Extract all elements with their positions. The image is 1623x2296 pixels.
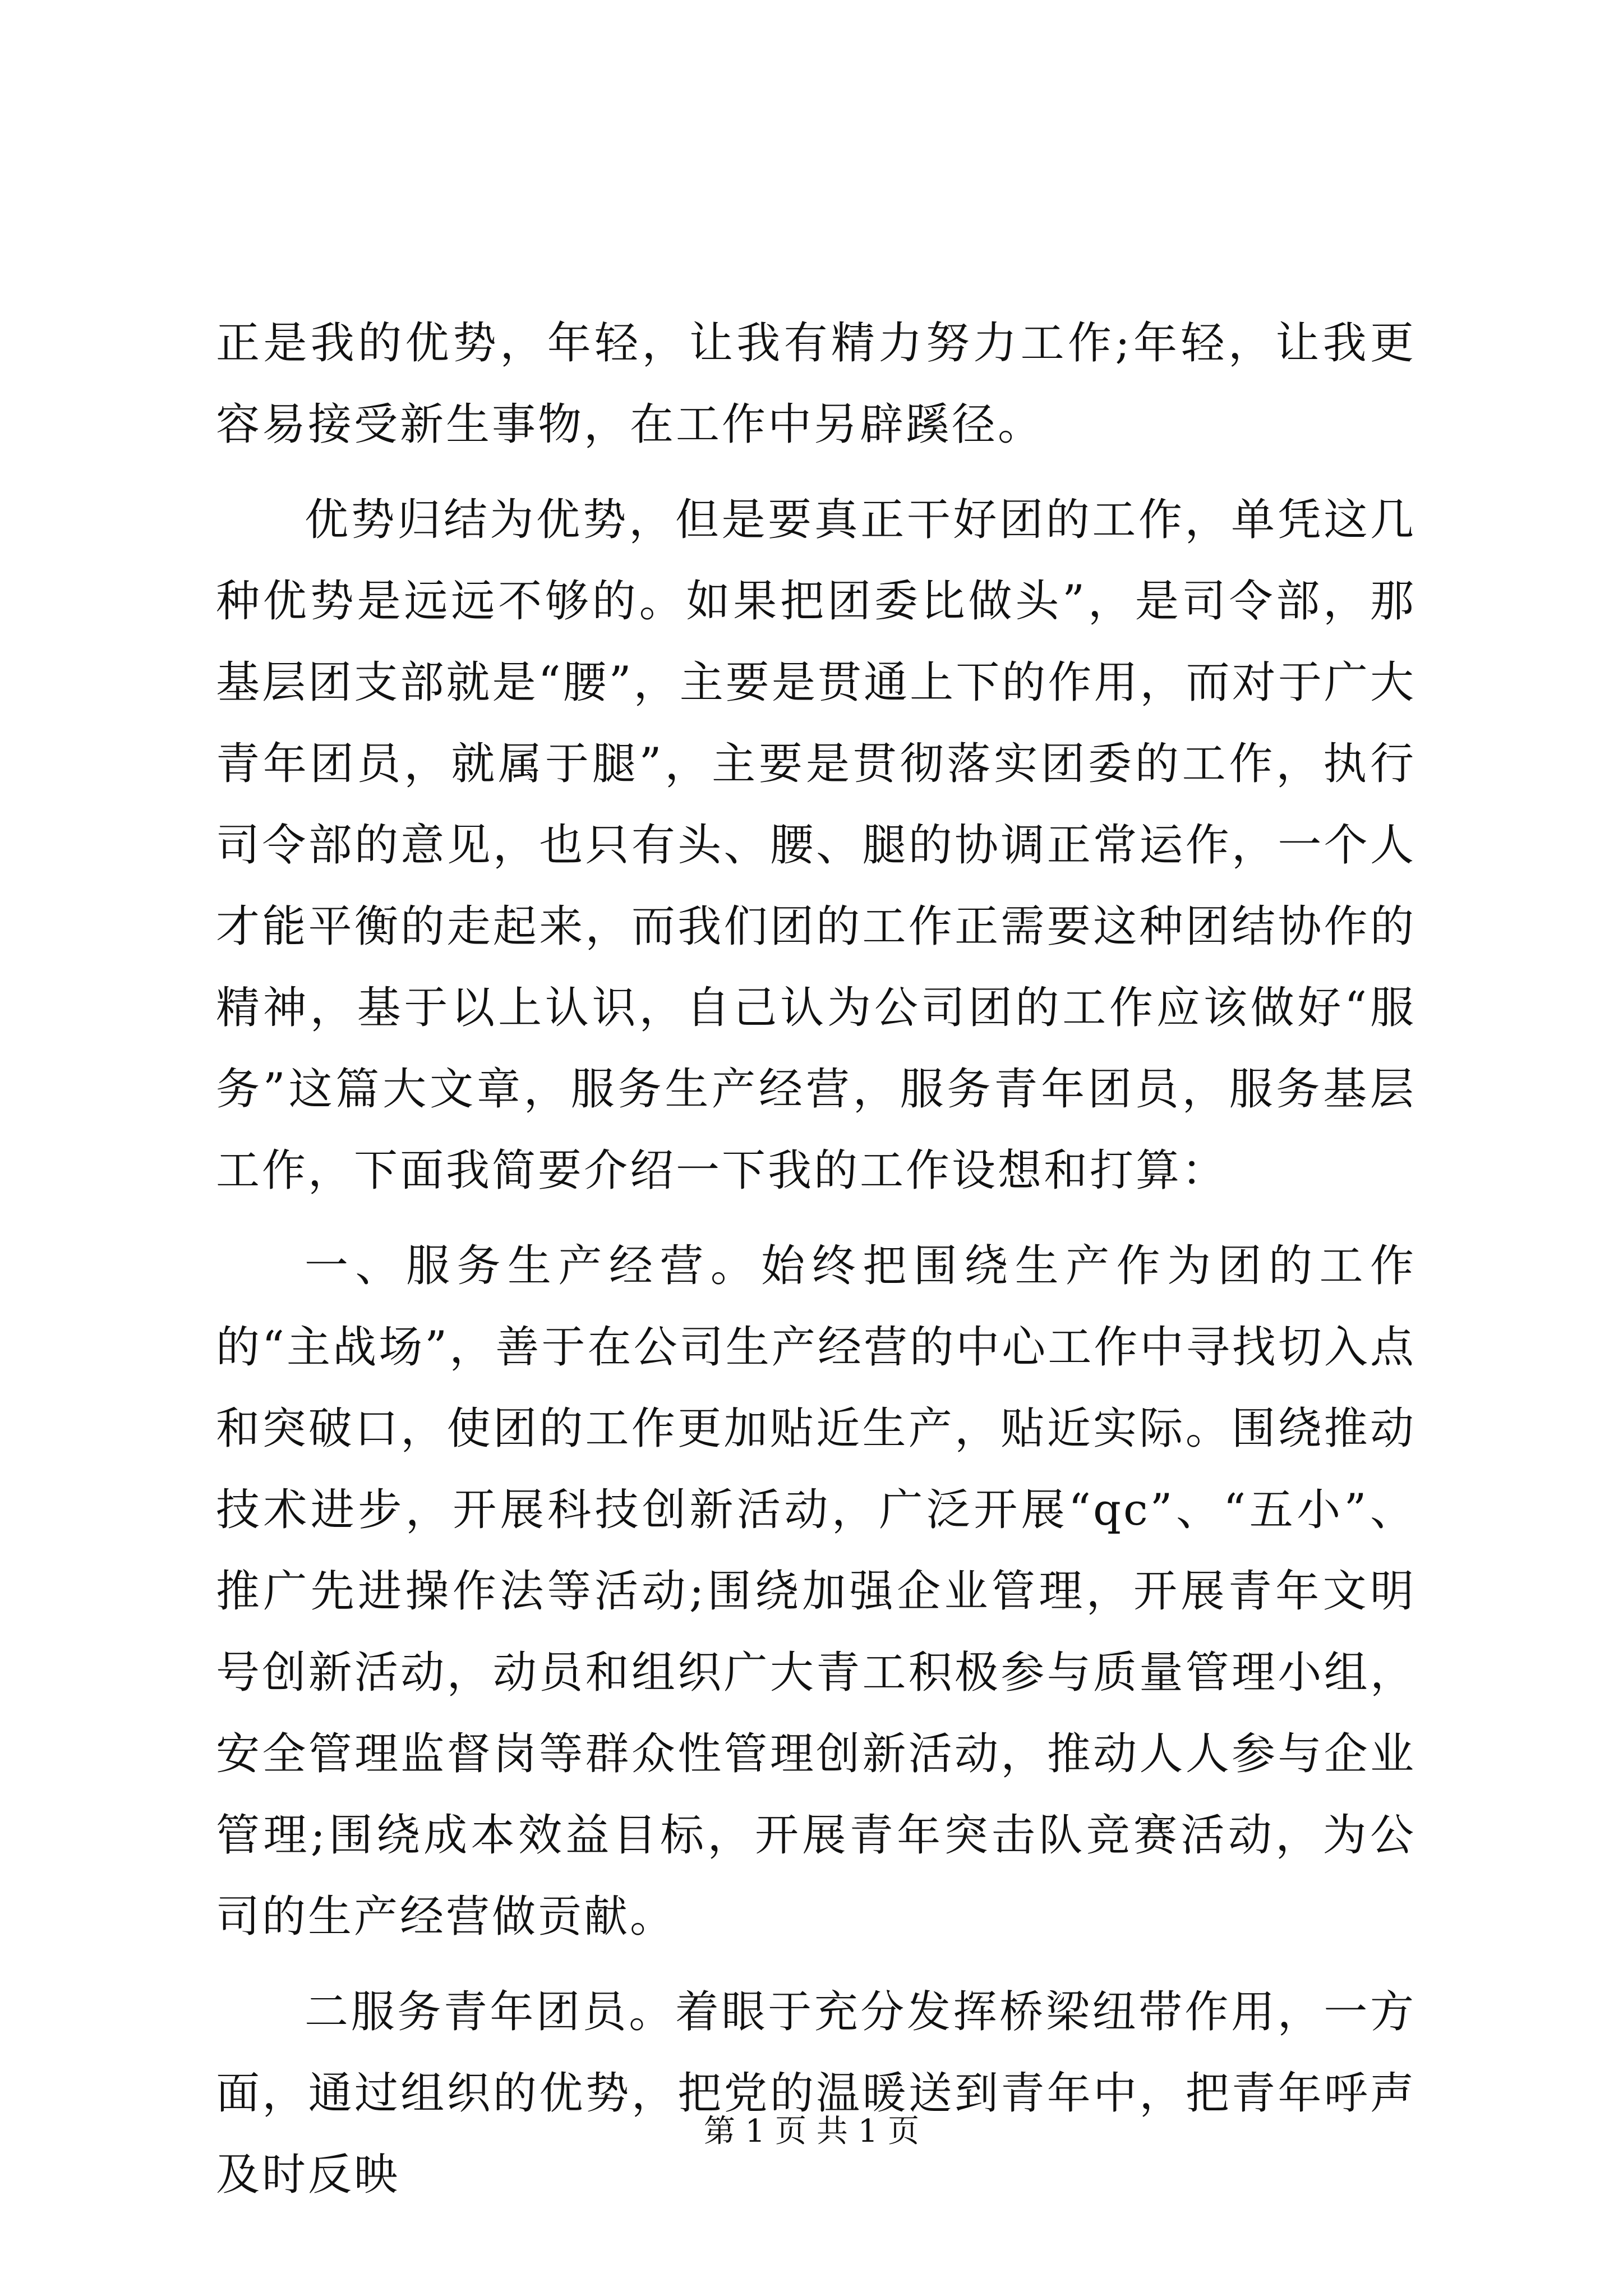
page-number-footer: 第 1 页 共 1 页 [703, 2113, 920, 2150]
document-body [216, 303, 1416, 2216]
paragraph-3: 一、服务生产经营。始终把围绕生产作为团的工作的“主战场”，善于在公司生产经营的中心工作中寻找切入点和突破口，使团的工作更加贴近生产，贴近实际。围绕推动技术进步，开展科技创新活动，广泛开展“qc”、“五小”、推广先进操作法等活动;围绕加强企业管理，开展青年文明号创新活动，动员和组织广大青工积极参与质量管理小组，安全管理监督岗等群众性管理创新活动，推动人人参与企业管理;围绕成本效益目标，开展青年突击队竞赛活动，为公司的生产经营做贡献。 [216, 1241, 1416, 1942]
paragraph-1: 正是我的优势，年轻，让我有精力努力工作;年轻，让我更容易接受新生事物，在工作中另辟蹊径。 [216, 318, 1416, 450]
paragraph-4: 二服务青年团员。着眼于充分发挥桥梁纽带作用，一方面，通过组织的优势，把党的温暖送到青年中，把青年呼声及时反映 [216, 1987, 1416, 2200]
paragraph-2: 优势归结为优势，但是要真正干好团的工作，单凭这几种优势是远远不够的。如果把团委比做头”，是司令部，那基层团支部就是“腰”，主要是贯通上下的作用，而对于广大青年团员，就属于腿”，主要是贯彻落实团委的工作，执行司令部的意见，也只有头、腰、腿的协调正常运作，一个人才能平衡的走起来，而我们团的工作正需要这种团结协作的精神，基于以上认识，自己认为公司团的工作应该做好“服务”这篇大文章，服务生产经营，服务青年团员，服务基层工作，下面我简要介绍一下我的工作设想和打算： [216, 495, 1416, 1196]
